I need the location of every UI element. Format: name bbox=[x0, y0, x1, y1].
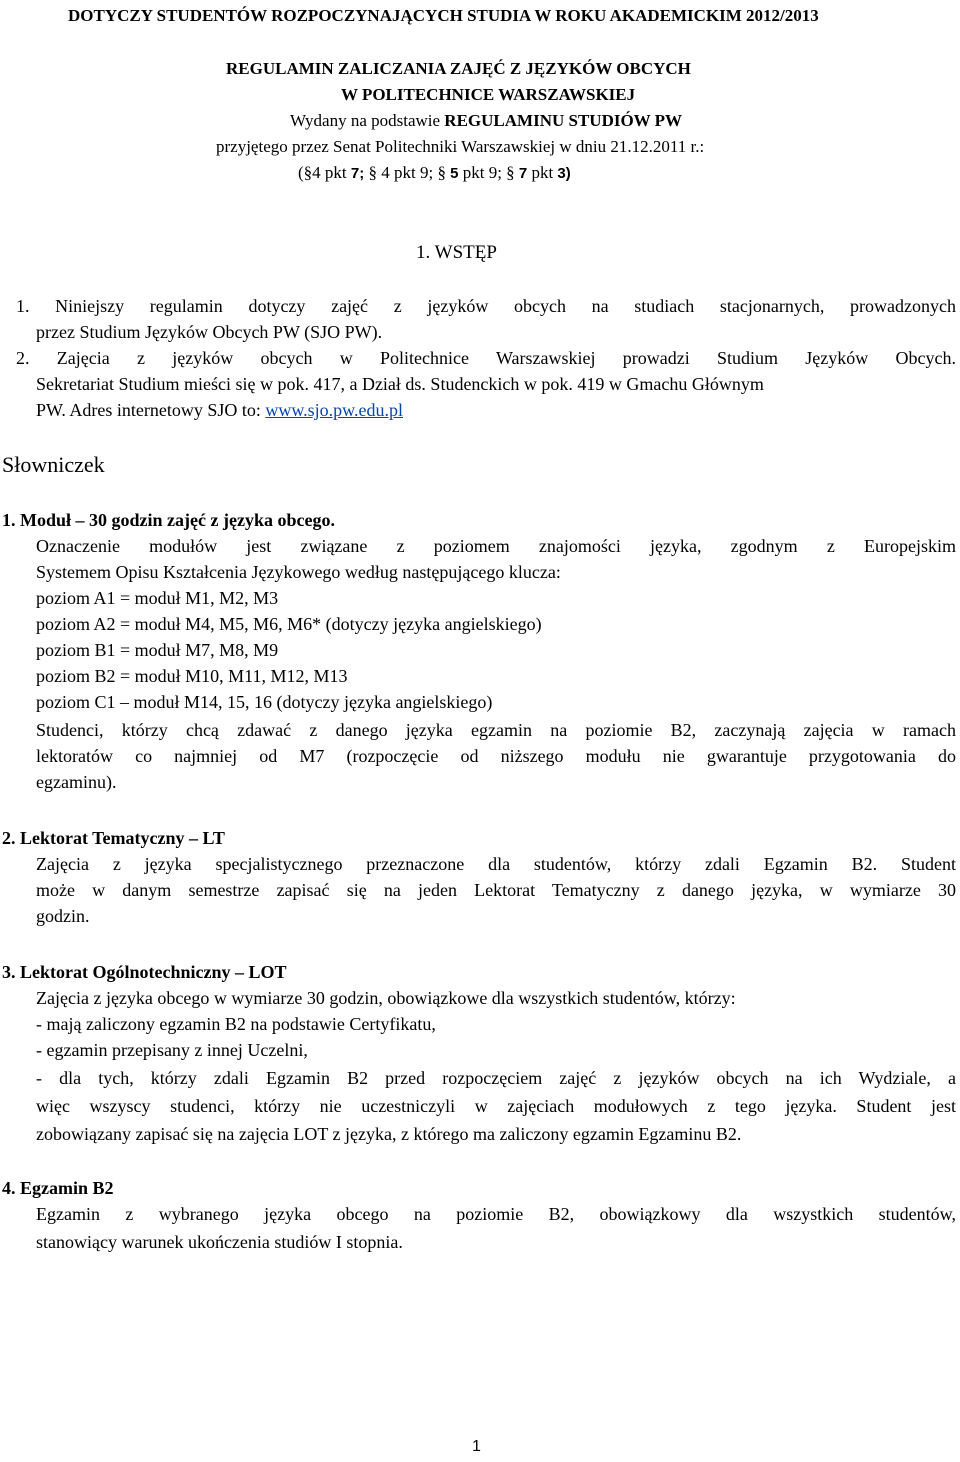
lt-text-line: może w danym semestrze zapisać się na jeden Lektorat Tematyczny z danego języka, w wymiarze 30 bbox=[36, 880, 956, 900]
lot-text-line: zobowiązany zapisać się na zajęcia LOT z języka, z którego ma zaliczony egzamin Egzaminu B2. bbox=[36, 1124, 742, 1144]
lot-list-item: - dla tych, którzy zdali Egzamin B2 przed rozpoczęciem zajęć z języków obcych na ich Wydziale, a bbox=[36, 1068, 956, 1088]
lot-text-line: Zajęcia z języka obcego w wymiarze 30 godzin, obowiązkowe dla wszystkich studentów, którzy: bbox=[36, 988, 736, 1008]
level-mapping-a1: poziom A1 = moduł M1, M2, M3 bbox=[36, 588, 279, 608]
regulation-subtitle: W POLITECHNICE WARSZAWSKIEJ bbox=[341, 85, 636, 104]
glossary-term-exam: 4. Egzamin B2 bbox=[2, 1178, 114, 1198]
glossary-term-module: 1. Moduł – 30 godzin zajęć z języka obcego. bbox=[2, 510, 335, 530]
issued-basis-bold: REGULAMINU STUDIÓW PW bbox=[444, 111, 683, 130]
lot-text-line: więc wszyscy studenci, którzy nie uczestniczyli w zajęciach modułowych z tego języka. Student jest bbox=[36, 1096, 956, 1116]
intro-paragraph-2-line-2: Sekretariat Studium mieści się w pok. 417, a Dział ds. Studenckich w pok. 419 w Gmachu Głównym bbox=[36, 374, 764, 394]
paragraph-references: (§4 pkt 7; § 4 pkt 9; § 5 pkt 9; § 7 pkt 3) bbox=[298, 163, 571, 182]
intro-paragraph-2-line-1: 2. Zajęcia z języków obcych w Politechnice Warszawskiej prowadzi Studium Języków Obcych. bbox=[16, 348, 956, 368]
intro-paragraph-1-line-2: przez Studium Języków Obcych PW (SJO PW). bbox=[36, 322, 383, 342]
module-text-line: Studenci, którzy chcą zdawać z danego języka egzamin na poziomie B2, zaczynają zajęcia w ramach bbox=[36, 720, 956, 740]
exam-text-line: Egzamin z wybranego języka obcego na poziomie B2, obowiązkowy dla wszystkich studentów, bbox=[36, 1204, 956, 1224]
issued-basis bbox=[290, 111, 682, 131]
level-mapping-c1: poziom C1 – moduł M14, 15, 16 (dotyczy języka angielskiego) bbox=[36, 692, 493, 712]
module-text-line: Oznaczenie modułów jest związane z poziomem znajomości języka, zgodnym z Europejskim bbox=[36, 536, 956, 556]
section-sign: § bbox=[437, 163, 446, 182]
document-notice: DOTYCZY STUDENTÓW ROZPOCZYNAJĄCYCH STUDIA W ROKU AKADEMICKIM 2012/2013 bbox=[68, 6, 819, 25]
lot-list-item: - mają zaliczony egzamin B2 na podstawie Certyfikatu, bbox=[36, 1014, 436, 1034]
module-text-line: egzaminu). bbox=[36, 772, 117, 792]
module-text-line: lektoratów co najmniej od M7 (rozpoczęcie od niższego modułu nie gwarantuje przygotowania do bbox=[36, 746, 956, 766]
section-heading-intro: 1. WSTĘP bbox=[416, 242, 497, 263]
level-mapping-a2: poziom A2 = moduł M4, M5, M6, M6* (dotyczy języka angielskiego) bbox=[36, 614, 542, 634]
glossary-heading: Słowniczek bbox=[2, 452, 105, 477]
section-sign: § bbox=[364, 163, 377, 182]
section-sign: § bbox=[506, 163, 515, 182]
intro-paragraph-1-line-1: 1. Niniejszy regulamin dotyczy zajęć z języków obcych na studiach stacjonarnych, prowadzonych bbox=[16, 296, 956, 316]
adoption-line: przyjętego przez Senat Politechniki Warszawskiej w dniu 21.12.2011 r.: bbox=[216, 137, 705, 156]
page-number: 1 bbox=[472, 1438, 481, 1455]
intro-paragraph-2-line-3: PW. Adres internetowy SJO to: www.sjo.pw.edu.pl bbox=[36, 400, 403, 420]
regulation-title: REGULAMIN ZALICZANIA ZAJĘĆ Z JĘZYKÓW OBCYCH bbox=[226, 59, 691, 78]
module-text-line: Systemem Opisu Kształcenia Językowego według następującego klucza: bbox=[36, 562, 561, 582]
level-mapping-b1: poziom B1 = moduł M7, M8, M9 bbox=[36, 640, 279, 660]
level-mapping-b2: poziom B2 = moduł M10, M11, M12, M13 bbox=[36, 666, 348, 686]
lot-list-item: - egzamin przepisany z innej Uczelni, bbox=[36, 1040, 308, 1060]
issued-basis-text: Wydany na podstawie bbox=[290, 111, 445, 130]
sjo-website-link[interactable]: www.sjo.pw.edu.pl bbox=[265, 400, 403, 420]
section-sign: § bbox=[303, 163, 313, 182]
glossary-term-lt: 2. Lektorat Tematyczny – LT bbox=[2, 828, 225, 848]
exam-text-line: stanowiący warunek ukończenia studiów I stopnia. bbox=[36, 1232, 403, 1252]
lt-text-line: Zajęcia z języka specjalistycznego przeznaczone dla studentów, którzy zdali Egzamin B2. Student bbox=[36, 854, 956, 874]
glossary-term-lot: 3. Lektorat Ogólnotechniczny – LOT bbox=[2, 962, 287, 982]
lt-text-line: godzin. bbox=[36, 906, 90, 926]
